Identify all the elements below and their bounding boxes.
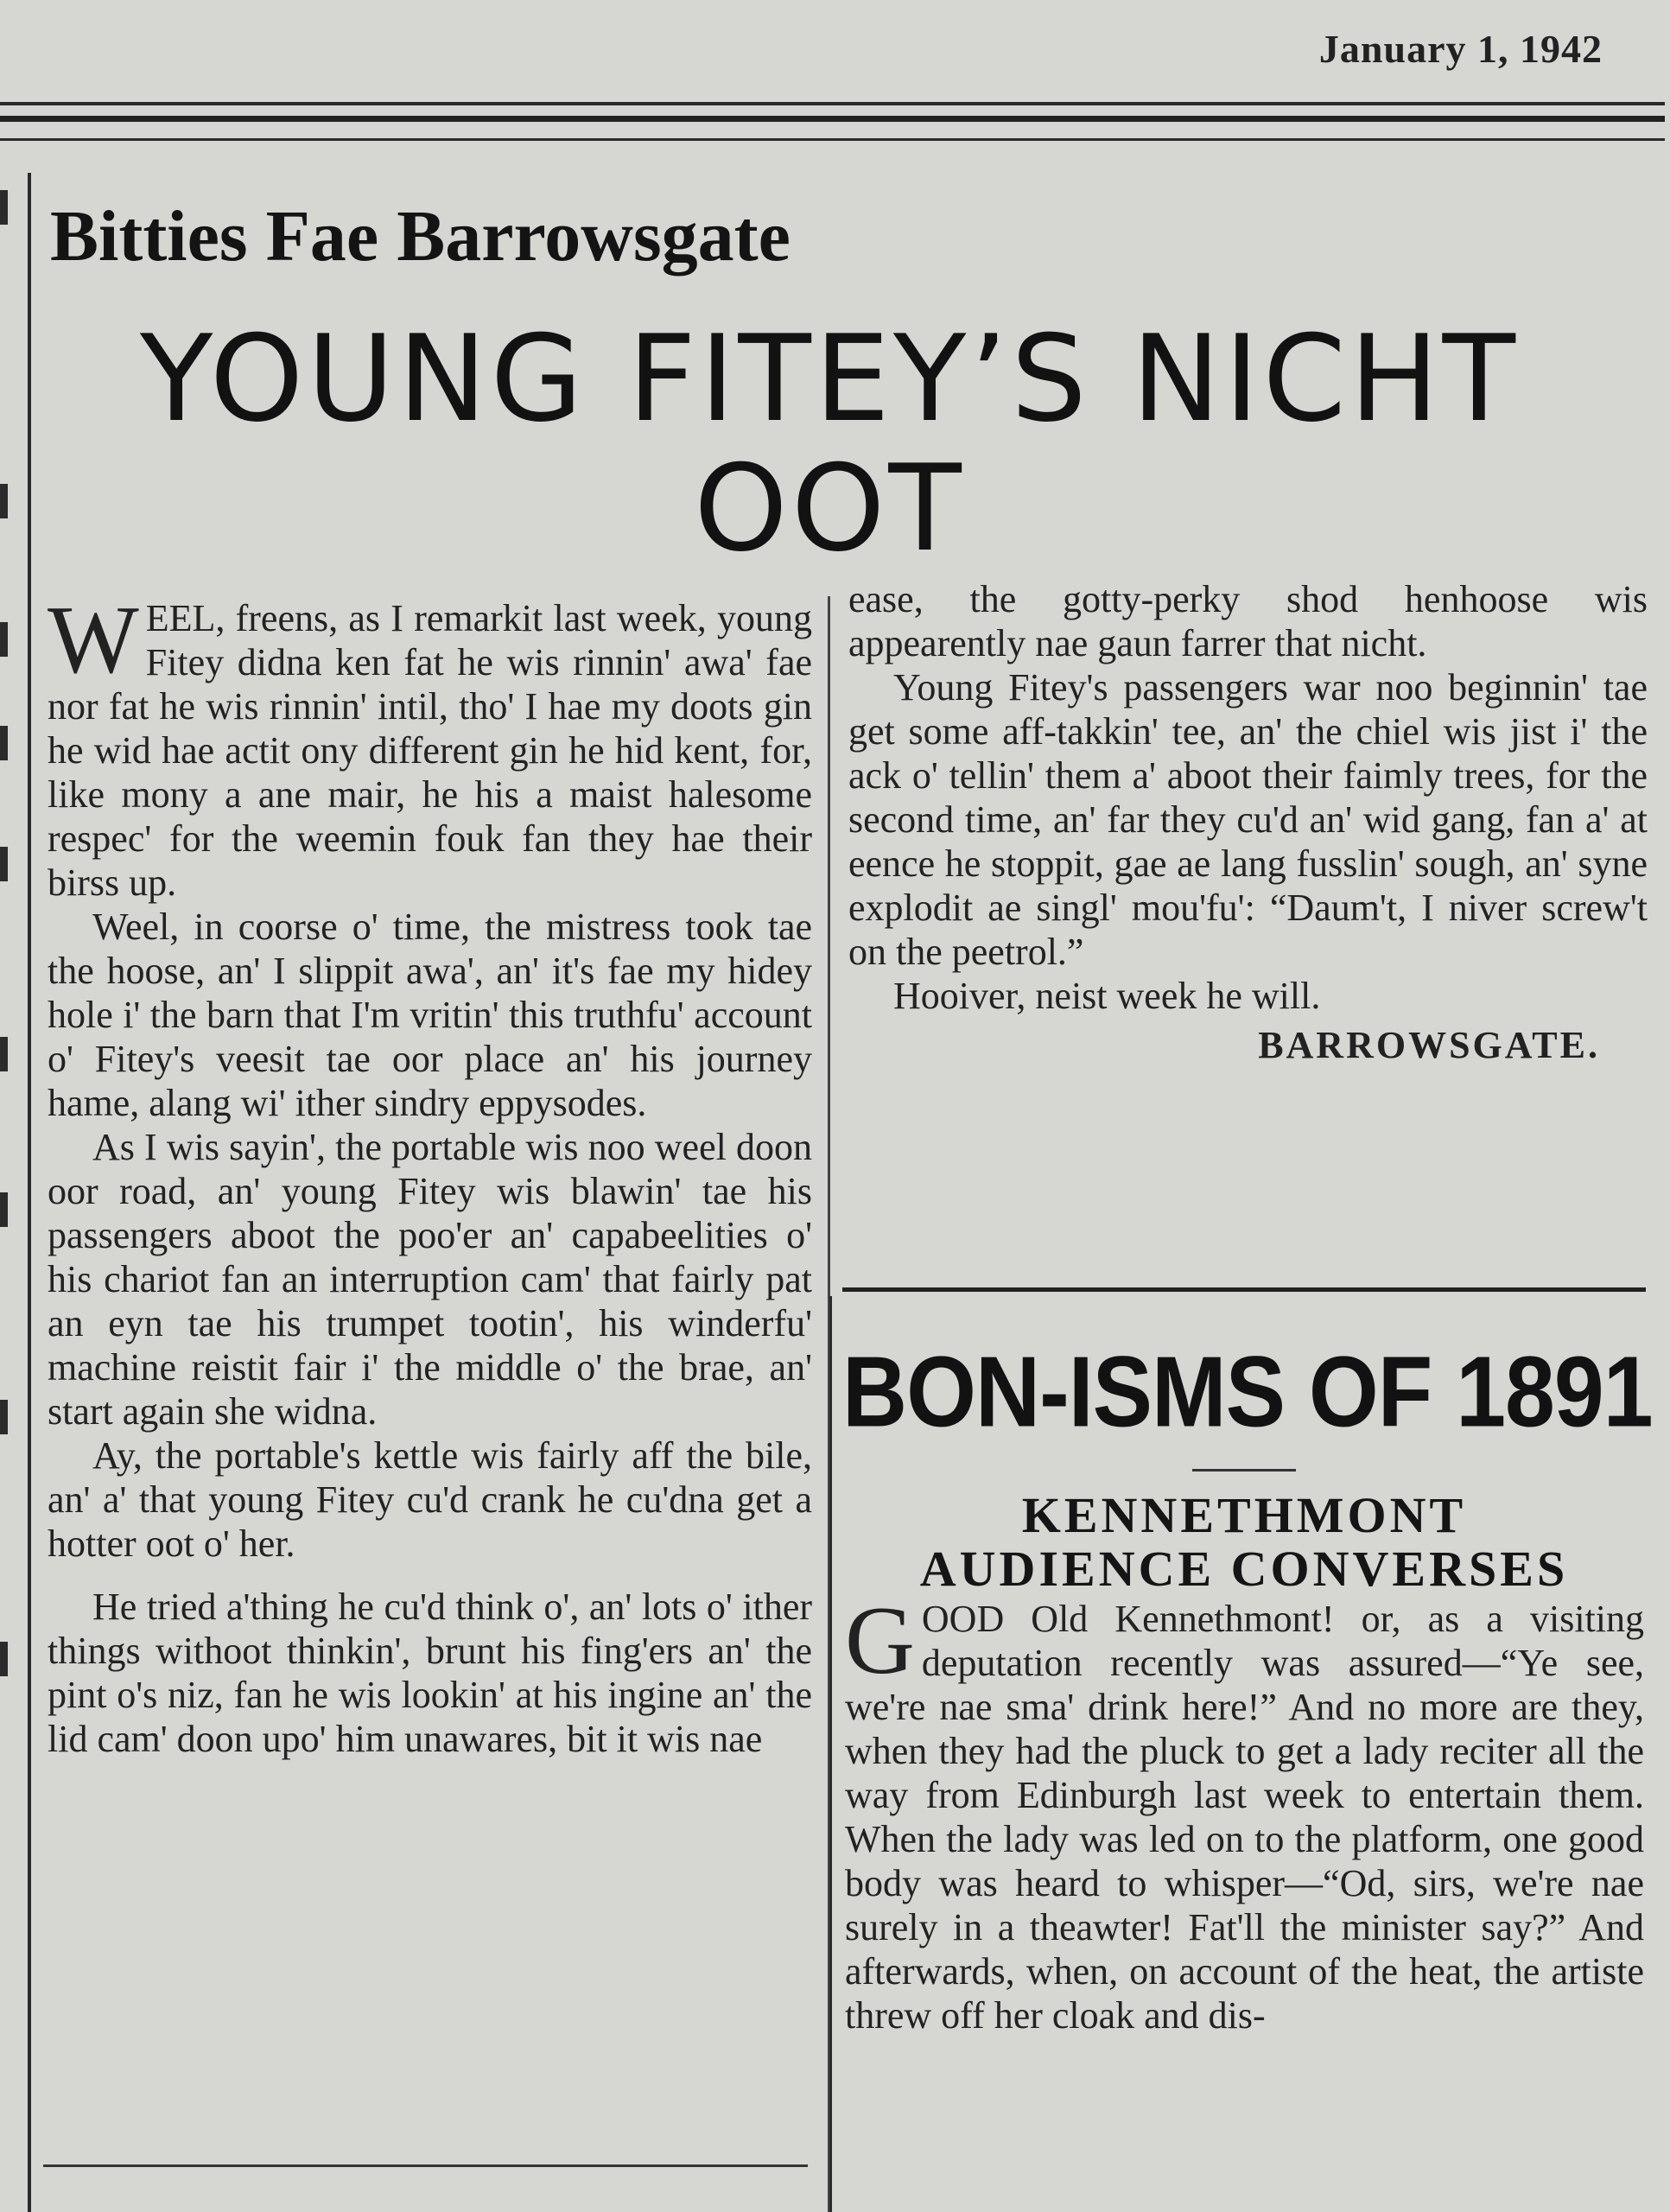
top-rule-thin [0,138,1665,141]
article-subtitle-continued: AUDIENCE CONVERSES [919,1541,1569,1597]
drop-cap: W [48,587,139,694]
article-paragraph: Weel, in coorse o' time, the mistress took tae the hoose, an' I slippit awa', an' it's fae my hidey hole i' the barn that I'm vritin' this truthfu' account o' Fitey's veesit tae oor place an' his journey hame, alang wi' ither sindry eppysodes. [48,906,812,1124]
column-divider-lower [829,1296,832,2212]
article-paragraph: WEEL, freens, as I remarkit last week, young Fitey didna ken fat he wis rinnin' awa' fae nor fat he wis rinnin' intil, tho' I hae my doots gin he wid hae actit ony different gin he hid kent, for, like mony a ane mair, he his a maist halesome respec' for the weemin fouk fan they hae their birss up. [48,587,812,904]
top-rule [0,102,1665,105]
article-paragraph: He tried a'thing he cu'd think o', an' lots o' ither things withoot thinkin', brunt his fing'ers an' the pint o's niz, fan he wis lookin' at his ingine an' the lid cam' doon upo' him unawares, bit it wis nae [48,1586,812,1760]
issue-date: January 1, 1942 [1318,27,1603,71]
article-column-3 [845,1587,1644,2037]
article-paragraph: ease, the gotty-perky shod henhoose wis appearently nae gaun farrer that nicht. [848,578,1648,664]
headline-continued: OOT [694,439,965,578]
headline: YOUNG FITEY’S NICHT [140,309,1519,448]
article-column-2 [848,577,1648,1067]
column-kicker: Bitties Fae Barrowsgate [50,196,791,276]
drop-cap: G [845,1587,915,1694]
article-paragraph: Young Fitey's passengers war noo beginnin' tae get some aff-takkin' tee, an' the chiel wis jist i' the ack o' tellin' them a' aboot their faimly trees, for the second time, an' far they cu'd an' wid gang, fan a' at eence he stoppit, gae ae lang fusslin' sough, an' syne explodit ae singl' mou'fu': “Daum't, I niver screw't on the peetrol.” [848,666,1648,973]
article-divider [842,1287,1646,1292]
byline-signature: BARROWSGATE. [1258,1024,1600,1066]
article-title: BON-ISMS OF 1891 [842,1336,1653,1449]
article-paragraph: GOOD Old Kennethmont! or, as a visiting deputation recently was assured—“Ye see, we're nae sma' drink here!” And no more are they, when they had the pluck to get a lady reciter all the way from Edinburgh last week to entertain them. When the lady was led on to the platform, one good body was heard to whisper—“Od, sirs, we're nae surely in a theawter! Fat'll the minister say?” And afterwards, when, on account of the heat, the artiste threw off her cloak and dis- [845,1587,1644,2037]
title-rule [1192,1469,1296,1471]
adjacent-column-edge [0,173,12,2212]
article-paragraph: As I wis sayin', the portable wis noo weel doon oor road, an' young Fitey wis blawin' tae his passengers aboot the poo'er an' capabeelities o' his chariot fan an interruption cam' that fairly pat an eyn tae his trumpet tootin', his winderfu' machine reistit fair i' the middle o' the brae, an' start again she widna. [48,1126,812,1433]
article-paragraph: Ay, the portable's kettle wis fairly aff the bile, an' a' that young Fitey cu'd crank he cu'dna get a hotter oot o' her. [48,1434,812,1565]
article-column-1 [48,587,812,1761]
column-end-rule [43,2164,808,2167]
article-subtitle: KENNETHMONT [1021,1487,1467,1543]
article-paragraph: Hooiver, neist week he will. [893,975,1321,1017]
top-rule-heavy [0,116,1665,122]
column-rule [28,173,31,2212]
